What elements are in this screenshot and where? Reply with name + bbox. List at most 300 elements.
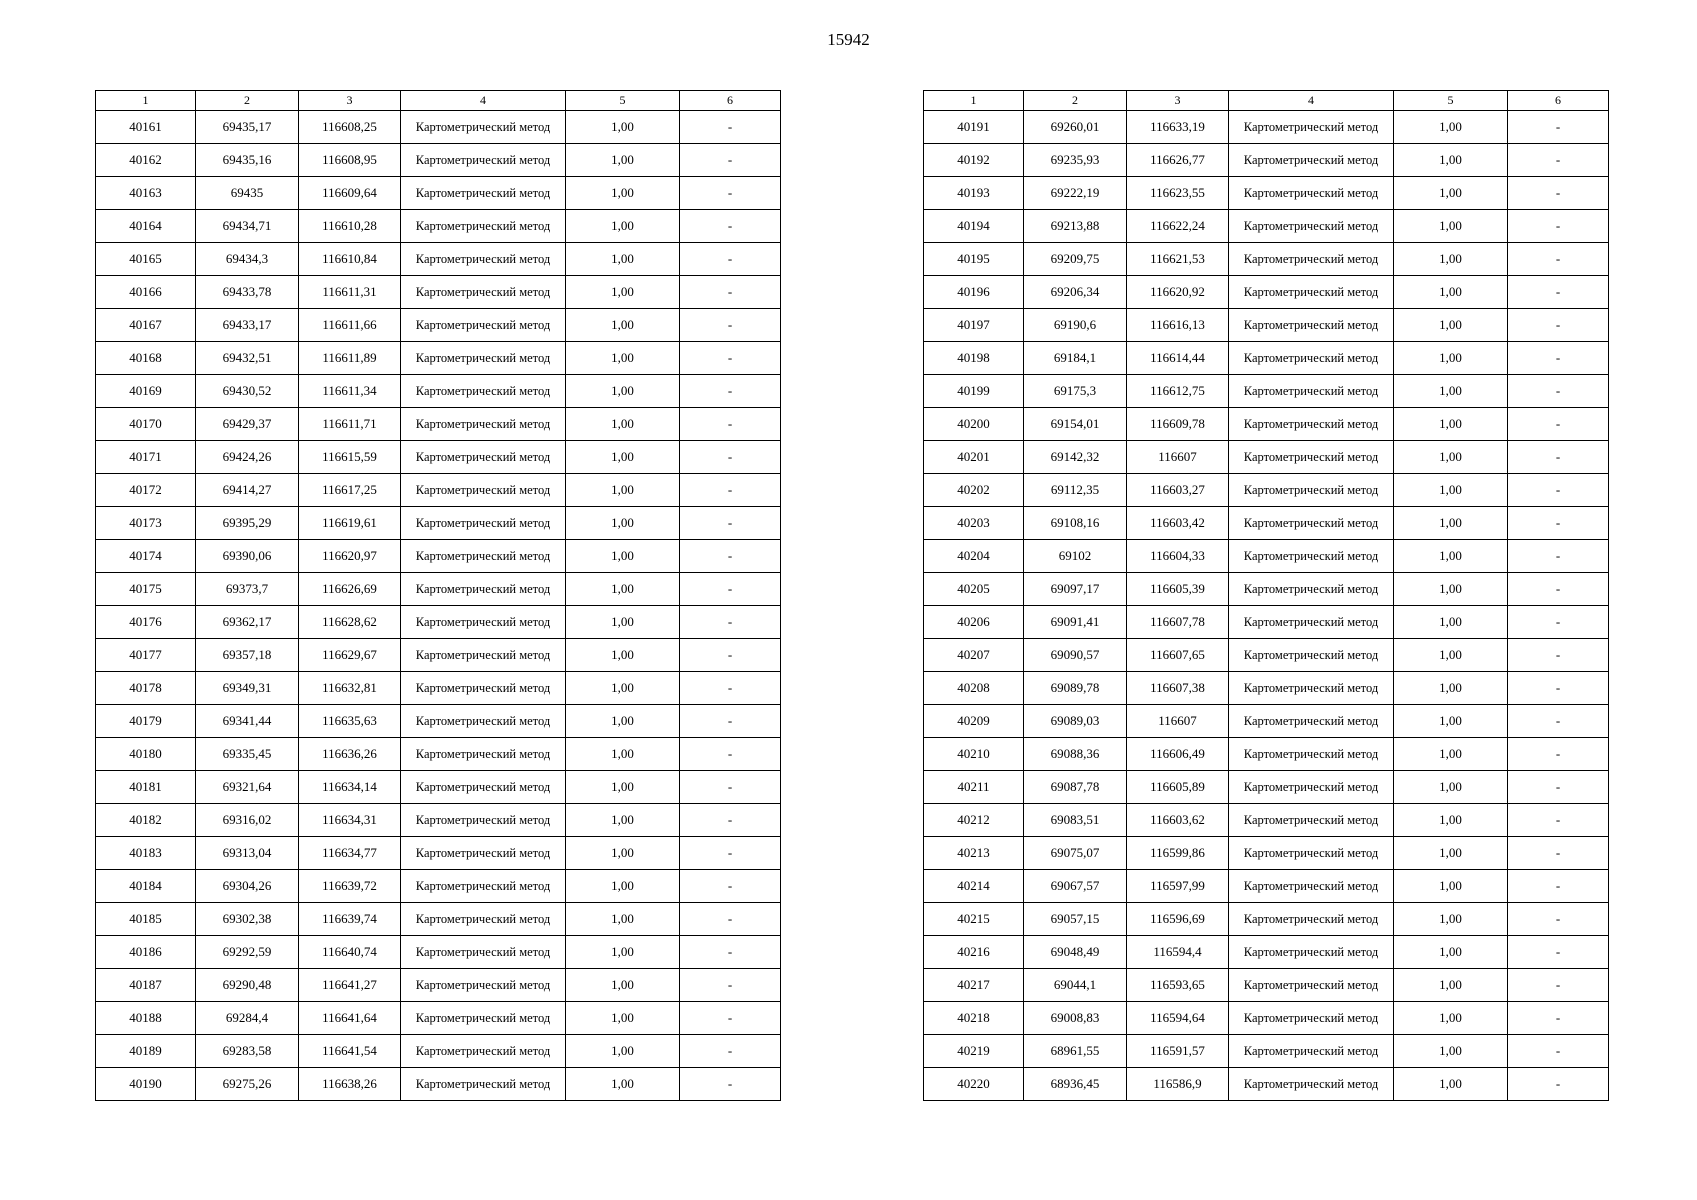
method-cell: Картометрический метод <box>1229 573 1394 606</box>
note-cell: - <box>1508 375 1609 408</box>
x-coordinate-cell: 69302,38 <box>196 903 299 936</box>
table-row <box>96 969 781 1002</box>
y-coordinate-cell: 116609,64 <box>299 177 401 210</box>
point-number-cell: 40216 <box>924 936 1024 969</box>
accuracy-cell: 1,00 <box>1394 243 1508 276</box>
y-coordinate-cell: 116626,77 <box>1127 144 1229 177</box>
y-coordinate-cell: 116620,97 <box>299 540 401 573</box>
note-cell: - <box>1508 606 1609 639</box>
method-cell: Картометрический метод <box>1229 870 1394 903</box>
point-number-cell: 40217 <box>924 969 1024 1002</box>
point-number-cell: 40209 <box>924 705 1024 738</box>
note-cell: - <box>1508 111 1609 144</box>
note-cell: - <box>680 408 781 441</box>
x-coordinate-cell: 69088,36 <box>1024 738 1127 771</box>
note-cell: - <box>1508 573 1609 606</box>
point-number-cell: 40163 <box>96 177 196 210</box>
note-cell: - <box>680 606 781 639</box>
x-coordinate-cell: 69206,34 <box>1024 276 1127 309</box>
accuracy-cell: 1,00 <box>1394 837 1508 870</box>
note-cell: - <box>1508 936 1609 969</box>
point-number-cell: 40190 <box>96 1068 196 1101</box>
y-coordinate-cell: 116605,39 <box>1127 573 1229 606</box>
x-coordinate-cell: 69067,57 <box>1024 870 1127 903</box>
point-number-cell: 40189 <box>96 1035 196 1068</box>
method-cell: Картометрический метод <box>401 738 566 771</box>
x-coordinate-cell: 69089,78 <box>1024 672 1127 705</box>
accuracy-cell: 1,00 <box>1394 705 1508 738</box>
table-row <box>96 837 781 870</box>
method-cell: Картометрический метод <box>401 375 566 408</box>
x-coordinate-cell: 69304,26 <box>196 870 299 903</box>
point-number-cell: 40218 <box>924 1002 1024 1035</box>
table-row <box>924 375 1609 408</box>
note-cell: - <box>1508 441 1609 474</box>
x-coordinate-cell: 69209,75 <box>1024 243 1127 276</box>
note-cell: - <box>1508 1035 1609 1068</box>
table-row <box>96 144 781 177</box>
method-cell: Картометрический метод <box>1229 969 1394 1002</box>
x-coordinate-cell: 69083,51 <box>1024 804 1127 837</box>
accuracy-cell: 1,00 <box>566 870 680 903</box>
x-coordinate-cell: 69390,06 <box>196 540 299 573</box>
x-coordinate-cell: 69341,44 <box>196 705 299 738</box>
table-row <box>96 309 781 342</box>
y-coordinate-cell: 116620,92 <box>1127 276 1229 309</box>
point-number-cell: 40166 <box>96 276 196 309</box>
accuracy-cell: 1,00 <box>566 309 680 342</box>
point-number-cell: 40178 <box>96 672 196 705</box>
method-cell: Картометрический метод <box>401 243 566 276</box>
accuracy-cell: 1,00 <box>1394 210 1508 243</box>
header-cell: 5 <box>566 91 680 111</box>
note-cell: - <box>680 903 781 936</box>
accuracy-cell: 1,00 <box>1394 540 1508 573</box>
method-cell: Картометрический метод <box>1229 771 1394 804</box>
method-cell: Картометрический метод <box>1229 639 1394 672</box>
note-cell: - <box>1508 309 1609 342</box>
table-row <box>924 903 1609 936</box>
x-coordinate-cell: 69112,35 <box>1024 474 1127 507</box>
accuracy-cell: 1,00 <box>566 672 680 705</box>
x-coordinate-cell: 69430,52 <box>196 375 299 408</box>
accuracy-cell: 1,00 <box>1394 111 1508 144</box>
y-coordinate-cell: 116634,14 <box>299 771 401 804</box>
y-coordinate-cell: 116641,54 <box>299 1035 401 1068</box>
table-row <box>924 144 1609 177</box>
table-row <box>96 903 781 936</box>
note-cell: - <box>1508 507 1609 540</box>
table-row <box>96 936 781 969</box>
y-coordinate-cell: 116608,95 <box>299 144 401 177</box>
y-coordinate-cell: 116641,27 <box>299 969 401 1002</box>
x-coordinate-cell: 69089,03 <box>1024 705 1127 738</box>
note-cell: - <box>1508 870 1609 903</box>
table-row <box>924 837 1609 870</box>
table-row <box>924 639 1609 672</box>
note-cell: - <box>680 738 781 771</box>
method-cell: Картометрический метод <box>1229 408 1394 441</box>
table-row <box>96 672 781 705</box>
x-coordinate-cell: 69313,04 <box>196 837 299 870</box>
table-row <box>924 573 1609 606</box>
table-row <box>924 243 1609 276</box>
coordinates-table-right <box>923 90 1609 1101</box>
point-number-cell: 40174 <box>96 540 196 573</box>
note-cell: - <box>1508 276 1609 309</box>
y-coordinate-cell: 116610,84 <box>299 243 401 276</box>
method-cell: Картометрический метод <box>401 111 566 144</box>
accuracy-cell: 1,00 <box>1394 606 1508 639</box>
point-number-cell: 40169 <box>96 375 196 408</box>
note-cell: - <box>1508 474 1609 507</box>
table-row <box>924 1035 1609 1068</box>
table-row <box>924 1002 1609 1035</box>
accuracy-cell: 1,00 <box>566 111 680 144</box>
x-coordinate-cell: 69362,17 <box>196 606 299 639</box>
accuracy-cell: 1,00 <box>566 243 680 276</box>
header-cell: 3 <box>299 91 401 111</box>
y-coordinate-cell: 116639,74 <box>299 903 401 936</box>
y-coordinate-cell: 116639,72 <box>299 870 401 903</box>
table-row <box>96 474 781 507</box>
header-cell: 6 <box>1508 91 1609 111</box>
method-cell: Картометрический метод <box>401 771 566 804</box>
method-cell: Картометрический метод <box>1229 243 1394 276</box>
method-cell: Картометрический метод <box>1229 507 1394 540</box>
table-row <box>924 969 1609 1002</box>
point-number-cell: 40172 <box>96 474 196 507</box>
point-number-cell: 40197 <box>924 309 1024 342</box>
x-coordinate-cell: 69142,32 <box>1024 441 1127 474</box>
accuracy-cell: 1,00 <box>566 408 680 441</box>
table-row <box>924 606 1609 639</box>
point-number-cell: 40212 <box>924 804 1024 837</box>
table-header-row <box>96 91 781 111</box>
y-coordinate-cell: 116608,25 <box>299 111 401 144</box>
method-cell: Картометрический метод <box>401 936 566 969</box>
point-number-cell: 40200 <box>924 408 1024 441</box>
point-number-cell: 40164 <box>96 210 196 243</box>
accuracy-cell: 1,00 <box>1394 903 1508 936</box>
x-coordinate-cell: 69290,48 <box>196 969 299 1002</box>
table-row <box>924 804 1609 837</box>
point-number-cell: 40176 <box>96 606 196 639</box>
y-coordinate-cell: 116594,4 <box>1127 936 1229 969</box>
accuracy-cell: 1,00 <box>1394 342 1508 375</box>
note-cell: - <box>680 1068 781 1101</box>
point-number-cell: 40181 <box>96 771 196 804</box>
method-cell: Картометрический метод <box>401 804 566 837</box>
point-number-cell: 40192 <box>924 144 1024 177</box>
accuracy-cell: 1,00 <box>1394 639 1508 672</box>
note-cell: - <box>1508 771 1609 804</box>
x-coordinate-cell: 69087,78 <box>1024 771 1127 804</box>
table-row <box>96 771 781 804</box>
y-coordinate-cell: 116607,38 <box>1127 672 1229 705</box>
y-coordinate-cell: 116628,62 <box>299 606 401 639</box>
y-coordinate-cell: 116603,27 <box>1127 474 1229 507</box>
x-coordinate-cell: 69292,59 <box>196 936 299 969</box>
y-coordinate-cell: 116617,25 <box>299 474 401 507</box>
method-cell: Картометрический метод <box>1229 111 1394 144</box>
y-coordinate-cell: 116612,75 <box>1127 375 1229 408</box>
note-cell: - <box>1508 210 1609 243</box>
note-cell: - <box>680 441 781 474</box>
method-cell: Картометрический метод <box>401 1002 566 1035</box>
table-row <box>96 111 781 144</box>
y-coordinate-cell: 116605,89 <box>1127 771 1229 804</box>
page-number: 15942 <box>827 30 870 49</box>
x-coordinate-cell: 69424,26 <box>196 441 299 474</box>
x-coordinate-cell: 69044,1 <box>1024 969 1127 1002</box>
table-row <box>96 276 781 309</box>
y-coordinate-cell: 116596,69 <box>1127 903 1229 936</box>
table-row <box>924 771 1609 804</box>
accuracy-cell: 1,00 <box>566 507 680 540</box>
method-cell: Картометрический метод <box>401 573 566 606</box>
accuracy-cell: 1,00 <box>566 903 680 936</box>
y-coordinate-cell: 116591,57 <box>1127 1035 1229 1068</box>
point-number-cell: 40177 <box>96 639 196 672</box>
y-coordinate-cell: 116619,61 <box>299 507 401 540</box>
y-coordinate-cell: 116640,74 <box>299 936 401 969</box>
y-coordinate-cell: 116607,78 <box>1127 606 1229 639</box>
table-row <box>96 573 781 606</box>
x-coordinate-cell: 69008,83 <box>1024 1002 1127 1035</box>
point-number-cell: 40175 <box>96 573 196 606</box>
table-row <box>924 870 1609 903</box>
y-coordinate-cell: 116638,26 <box>299 1068 401 1101</box>
x-coordinate-cell: 69222,19 <box>1024 177 1127 210</box>
y-coordinate-cell: 116621,53 <box>1127 243 1229 276</box>
x-coordinate-cell: 69154,01 <box>1024 408 1127 441</box>
point-number-cell: 40173 <box>96 507 196 540</box>
point-number-cell: 40180 <box>96 738 196 771</box>
table-row <box>924 936 1609 969</box>
note-cell: - <box>1508 342 1609 375</box>
x-coordinate-cell: 68936,45 <box>1024 1068 1127 1101</box>
point-number-cell: 40168 <box>96 342 196 375</box>
accuracy-cell: 1,00 <box>566 804 680 837</box>
point-number-cell: 40210 <box>924 738 1024 771</box>
method-cell: Картометрический метод <box>401 507 566 540</box>
accuracy-cell: 1,00 <box>566 210 680 243</box>
method-cell: Картометрический метод <box>1229 144 1394 177</box>
note-cell: - <box>680 870 781 903</box>
accuracy-cell: 1,00 <box>1394 375 1508 408</box>
y-coordinate-cell: 116635,63 <box>299 705 401 738</box>
method-cell: Картометрический метод <box>401 210 566 243</box>
note-cell: - <box>1508 408 1609 441</box>
x-coordinate-cell: 69349,31 <box>196 672 299 705</box>
table-row <box>96 177 781 210</box>
note-cell: - <box>680 1002 781 1035</box>
accuracy-cell: 1,00 <box>566 1068 680 1101</box>
method-cell: Картометрический метод <box>401 144 566 177</box>
note-cell: - <box>680 243 781 276</box>
note-cell: - <box>680 177 781 210</box>
header-cell: 5 <box>1394 91 1508 111</box>
point-number-cell: 40215 <box>924 903 1024 936</box>
note-cell: - <box>1508 1068 1609 1101</box>
method-cell: Картометрический метод <box>1229 1035 1394 1068</box>
x-coordinate-cell: 69283,58 <box>196 1035 299 1068</box>
point-number-cell: 40206 <box>924 606 1024 639</box>
accuracy-cell: 1,00 <box>1394 1035 1508 1068</box>
method-cell: Картометрический метод <box>401 177 566 210</box>
y-coordinate-cell: 116609,78 <box>1127 408 1229 441</box>
table-row <box>924 1068 1609 1101</box>
y-coordinate-cell: 116607 <box>1127 705 1229 738</box>
method-cell: Картометрический метод <box>1229 276 1394 309</box>
method-cell: Картометрический метод <box>401 870 566 903</box>
point-number-cell: 40185 <box>96 903 196 936</box>
x-coordinate-cell: 69395,29 <box>196 507 299 540</box>
table-row <box>924 342 1609 375</box>
x-coordinate-cell: 69057,15 <box>1024 903 1127 936</box>
table-row <box>96 540 781 573</box>
method-cell: Картометрический метод <box>1229 705 1394 738</box>
accuracy-cell: 1,00 <box>566 606 680 639</box>
point-number-cell: 40196 <box>924 276 1024 309</box>
header-cell: 3 <box>1127 91 1229 111</box>
accuracy-cell: 1,00 <box>1394 177 1508 210</box>
point-number-cell: 40211 <box>924 771 1024 804</box>
accuracy-cell: 1,00 <box>1394 573 1508 606</box>
y-coordinate-cell: 116599,86 <box>1127 837 1229 870</box>
note-cell: - <box>680 672 781 705</box>
note-cell: - <box>680 540 781 573</box>
coordinates-table-left <box>95 90 781 1101</box>
y-coordinate-cell: 116610,28 <box>299 210 401 243</box>
x-coordinate-cell: 69184,1 <box>1024 342 1127 375</box>
method-cell: Картометрический метод <box>401 837 566 870</box>
method-cell: Картометрический метод <box>401 276 566 309</box>
y-coordinate-cell: 116633,19 <box>1127 111 1229 144</box>
accuracy-cell: 1,00 <box>566 573 680 606</box>
table-row <box>924 672 1609 705</box>
table-row <box>96 606 781 639</box>
y-coordinate-cell: 116611,31 <box>299 276 401 309</box>
table-row <box>96 639 781 672</box>
y-coordinate-cell: 116615,59 <box>299 441 401 474</box>
note-cell: - <box>680 804 781 837</box>
point-number-cell: 40182 <box>96 804 196 837</box>
note-cell: - <box>1508 1002 1609 1035</box>
table-row <box>96 210 781 243</box>
x-coordinate-cell: 69190,6 <box>1024 309 1127 342</box>
note-cell: - <box>680 1035 781 1068</box>
accuracy-cell: 1,00 <box>566 1002 680 1035</box>
accuracy-cell: 1,00 <box>1394 474 1508 507</box>
x-coordinate-cell: 69414,27 <box>196 474 299 507</box>
y-coordinate-cell: 116607 <box>1127 441 1229 474</box>
y-coordinate-cell: 116611,66 <box>299 309 401 342</box>
method-cell: Картометрический метод <box>401 408 566 441</box>
x-coordinate-cell: 69235,93 <box>1024 144 1127 177</box>
table-row <box>924 111 1609 144</box>
accuracy-cell: 1,00 <box>566 375 680 408</box>
accuracy-cell: 1,00 <box>1394 1002 1508 1035</box>
point-number-cell: 40186 <box>96 936 196 969</box>
note-cell: - <box>1508 705 1609 738</box>
accuracy-cell: 1,00 <box>566 474 680 507</box>
x-coordinate-cell: 69435,17 <box>196 111 299 144</box>
table-row <box>924 441 1609 474</box>
accuracy-cell: 1,00 <box>566 705 680 738</box>
note-cell: - <box>680 705 781 738</box>
x-coordinate-cell: 69435,16 <box>196 144 299 177</box>
note-cell: - <box>1508 639 1609 672</box>
table-row <box>96 342 781 375</box>
point-number-cell: 40183 <box>96 837 196 870</box>
y-coordinate-cell: 116623,55 <box>1127 177 1229 210</box>
y-coordinate-cell: 116603,62 <box>1127 804 1229 837</box>
accuracy-cell: 1,00 <box>566 1035 680 1068</box>
point-number-cell: 40204 <box>924 540 1024 573</box>
method-cell: Картометрический метод <box>401 1068 566 1101</box>
point-number-cell: 40214 <box>924 870 1024 903</box>
x-coordinate-cell: 69102 <box>1024 540 1127 573</box>
table-row <box>924 408 1609 441</box>
method-cell: Картометрический метод <box>1229 837 1394 870</box>
method-cell: Картометрический метод <box>1229 474 1394 507</box>
x-coordinate-cell: 69435 <box>196 177 299 210</box>
note-cell: - <box>680 111 781 144</box>
accuracy-cell: 1,00 <box>1394 144 1508 177</box>
x-coordinate-cell: 69075,07 <box>1024 837 1127 870</box>
y-coordinate-cell: 116641,64 <box>299 1002 401 1035</box>
method-cell: Картометрический метод <box>401 474 566 507</box>
point-number-cell: 40208 <box>924 672 1024 705</box>
table-row <box>96 441 781 474</box>
table-row <box>96 804 781 837</box>
table-row <box>924 738 1609 771</box>
y-coordinate-cell: 116604,33 <box>1127 540 1229 573</box>
method-cell: Картометрический метод <box>1229 342 1394 375</box>
table-row <box>924 705 1609 738</box>
accuracy-cell: 1,00 <box>566 936 680 969</box>
method-cell: Картометрический метод <box>401 969 566 1002</box>
method-cell: Картометрический метод <box>401 672 566 705</box>
accuracy-cell: 1,00 <box>1394 936 1508 969</box>
accuracy-cell: 1,00 <box>1394 969 1508 1002</box>
x-coordinate-cell: 69429,37 <box>196 408 299 441</box>
method-cell: Картометрический метод <box>1229 210 1394 243</box>
accuracy-cell: 1,00 <box>1394 441 1508 474</box>
method-cell: Картометрический метод <box>1229 441 1394 474</box>
note-cell: - <box>680 936 781 969</box>
x-coordinate-cell: 69433,78 <box>196 276 299 309</box>
note-cell: - <box>680 771 781 804</box>
point-number-cell: 40167 <box>96 309 196 342</box>
note-cell: - <box>680 837 781 870</box>
note-cell: - <box>680 144 781 177</box>
method-cell: Картометрический метод <box>401 639 566 672</box>
y-coordinate-cell: 116626,69 <box>299 573 401 606</box>
method-cell: Картометрический метод <box>1229 177 1394 210</box>
point-number-cell: 40162 <box>96 144 196 177</box>
table-row <box>924 474 1609 507</box>
y-coordinate-cell: 116611,71 <box>299 408 401 441</box>
table-row <box>924 276 1609 309</box>
y-coordinate-cell: 116611,34 <box>299 375 401 408</box>
method-cell: Картометрический метод <box>1229 375 1394 408</box>
point-number-cell: 40161 <box>96 111 196 144</box>
y-coordinate-cell: 116611,89 <box>299 342 401 375</box>
accuracy-cell: 1,00 <box>566 540 680 573</box>
